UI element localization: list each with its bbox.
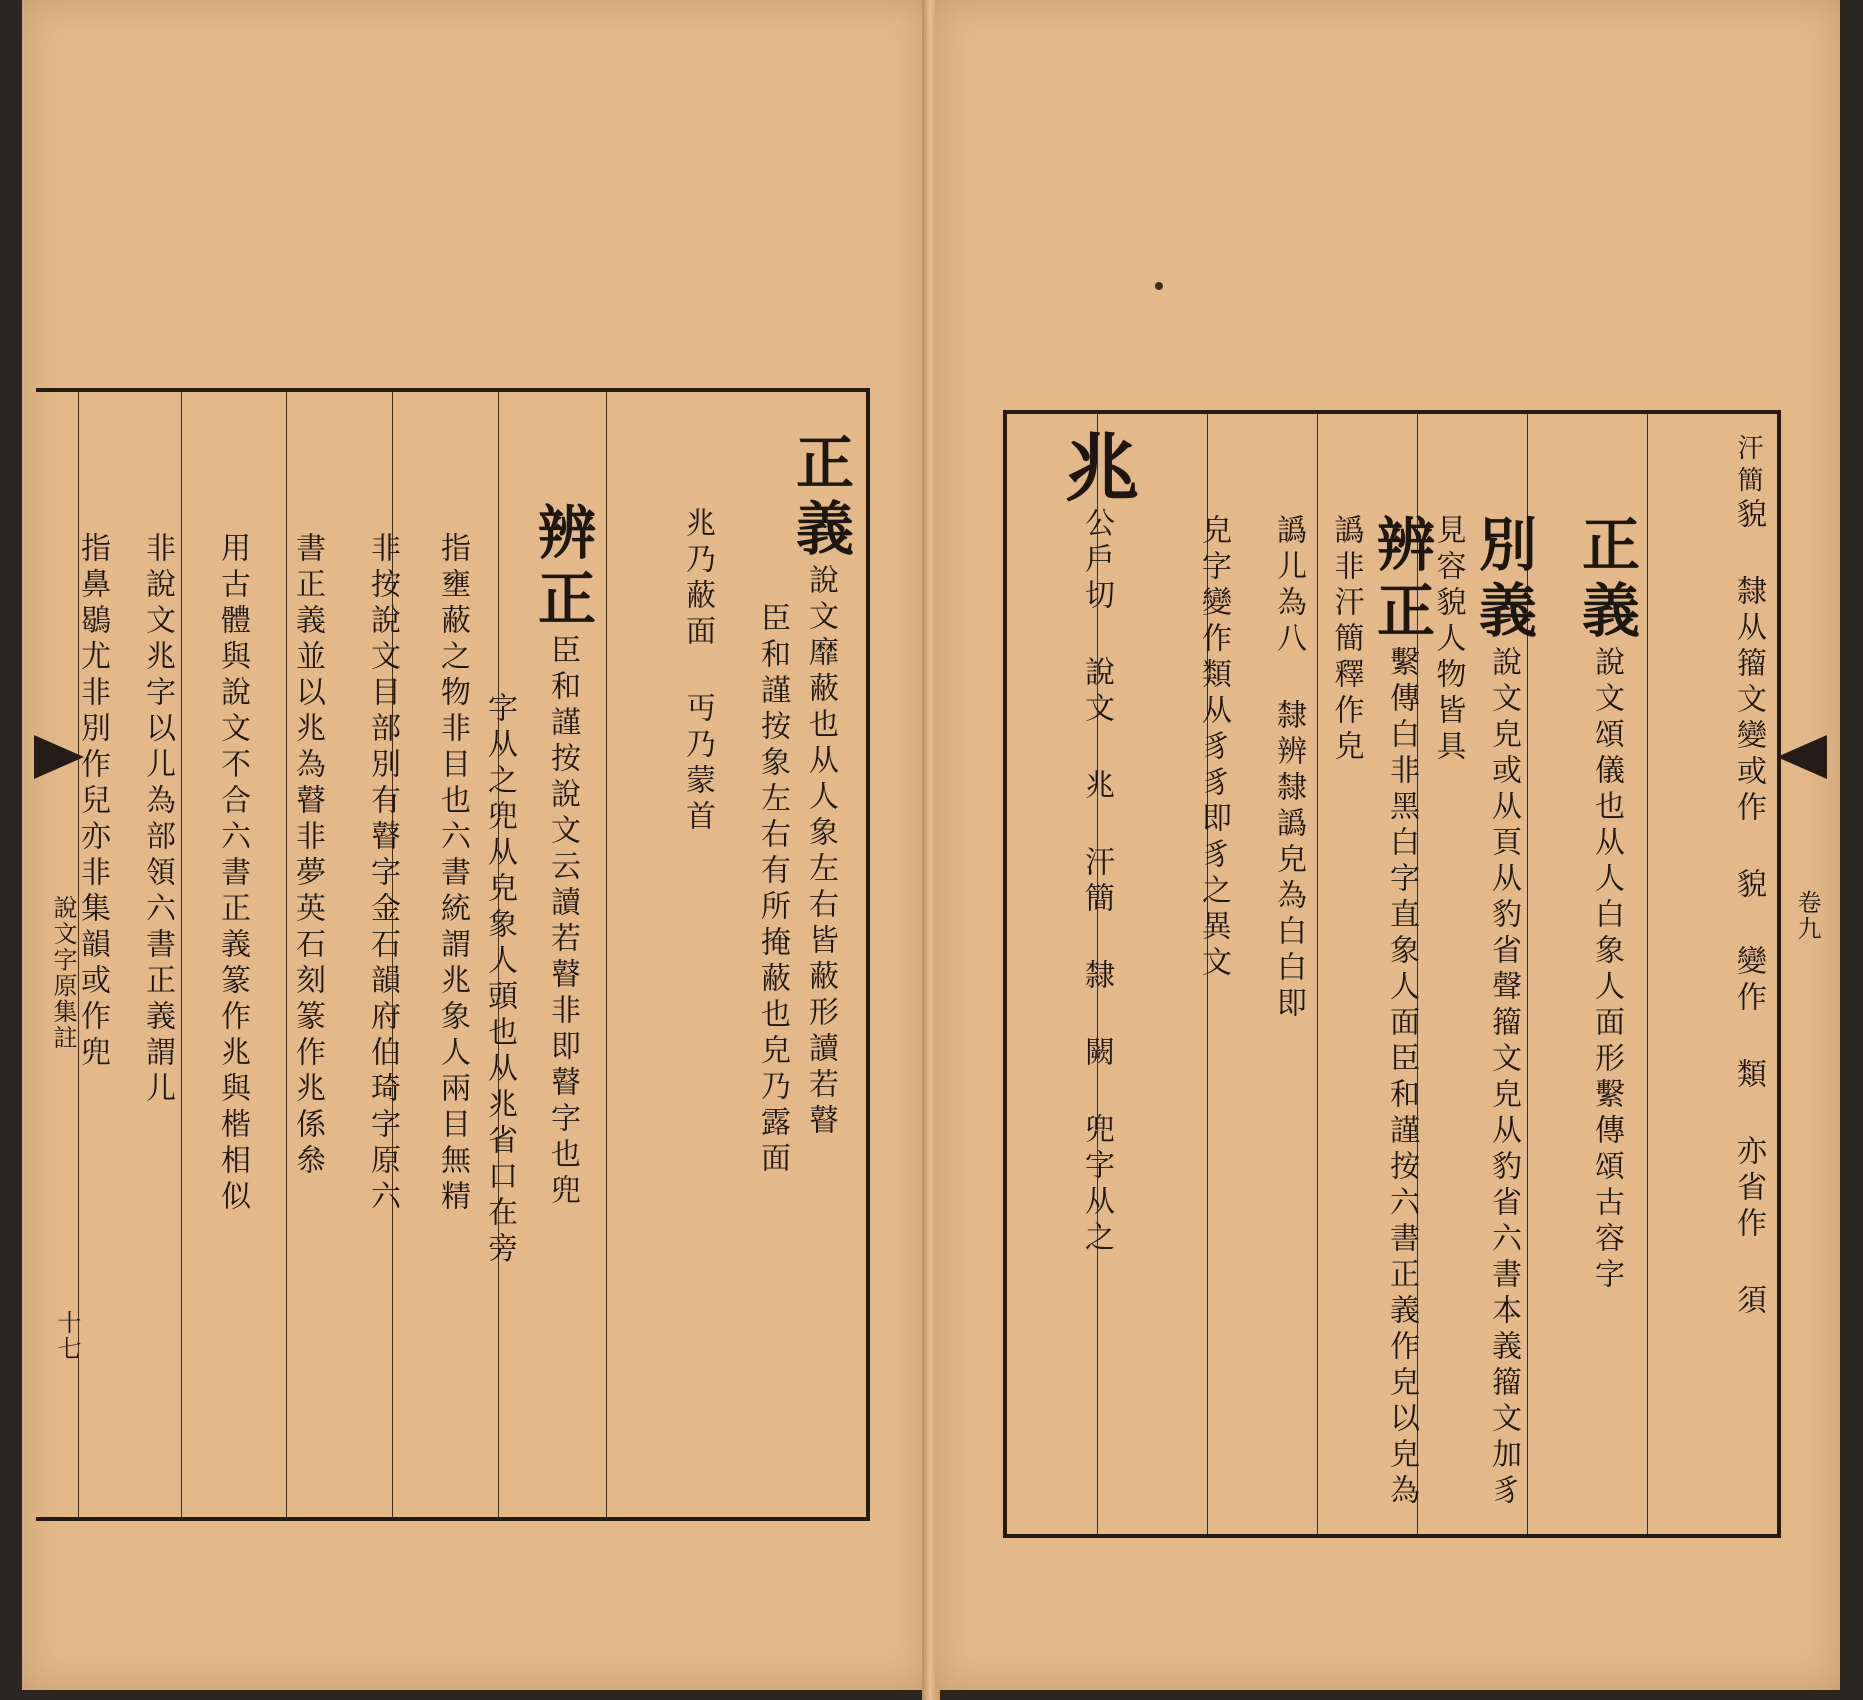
column-text: 臣和謹按說文云讀若瞽非即瞽字也兜 xyxy=(545,634,580,1210)
column-text: 譌儿為八 隸辨隸譌皃為白白即 xyxy=(1271,514,1306,1023)
column-text: 臣和謹按象左右有所掩蔽也皃乃露面 xyxy=(755,602,790,1178)
column-3 xyxy=(1429,514,1539,1534)
column-3 xyxy=(620,507,716,1517)
left-text-frame xyxy=(36,388,870,1521)
section-head-bianzheng: 辨正 xyxy=(528,502,596,634)
column-text: 兆乃蔽面 丏乃蒙首 xyxy=(680,507,715,836)
column-text: 公戶切 說文 兆 汗簡 隸 闕 兜字从之 xyxy=(1079,507,1114,1257)
section-head-bieyi: 別義 xyxy=(1469,514,1537,646)
right-page xyxy=(935,0,1840,1690)
column-rule xyxy=(606,392,607,1517)
source-head-hanjian: 汗簡 xyxy=(1733,434,1763,498)
column-6 xyxy=(1172,514,1232,1534)
column-2 xyxy=(741,602,791,1517)
margin-volume: 卷九 xyxy=(1793,890,1821,942)
section-head-zhengyi: 正義 xyxy=(1572,514,1640,646)
column-text: 貌 隸从籀文變或作 貌 變作 類 亦省作 須 xyxy=(1731,498,1766,1320)
column-2 xyxy=(1532,514,1642,1534)
section-head-bianzheng: 辨正 xyxy=(1367,514,1435,646)
column-7 xyxy=(341,532,401,1517)
column-10 xyxy=(116,532,176,1517)
column-text: 說文頌儀也从人白象人面形繫傳頌古容字 xyxy=(1589,646,1624,1294)
column-text: 說文皃或从頁从豹省聲籀文皃从豹省六書本義籀文加豸見容貌人物皆具 xyxy=(1430,514,1521,1510)
column-6 xyxy=(411,532,471,1517)
column-text: 非按說文目部別有瞽字金石韻府伯琦字原六 xyxy=(365,532,400,1216)
column-text: 繫傳白非黑白字直象人面臣和謹按六書正義作皃以皃為譌非汗簡釋作皃 xyxy=(1328,514,1419,1510)
column-text: 書正義並以兆為瞽非夢英石刻篆作兆係叅 xyxy=(290,532,325,1180)
column-text: 指壅蔽之物非目也六書統謂兆象人兩目無精 xyxy=(435,532,470,1216)
section-head-zhengyi: 正義 xyxy=(786,432,854,564)
column-text: 指鼻鶡尤非別作兒亦非集韻或作兜 xyxy=(75,532,110,1072)
column-text: 非說文兆字以儿為部領六書正義謂儿 xyxy=(140,532,175,1108)
ink-spot xyxy=(1155,282,1163,290)
fish-tail-mark xyxy=(1777,735,1827,779)
column-9 xyxy=(191,532,251,1517)
column-rule xyxy=(1317,414,1318,1534)
column-text: 字从之兜从皃象人頭也从兆省口在旁 xyxy=(482,692,517,1268)
column-5 xyxy=(1247,514,1307,1534)
column-4 xyxy=(1327,514,1437,1534)
page-number: 十七 xyxy=(53,1310,81,1362)
fish-tail-mark xyxy=(34,735,84,779)
column-1 xyxy=(1647,434,1767,1534)
column-rule xyxy=(181,392,182,1517)
left-page xyxy=(22,0,927,1690)
margin-book-title: 說文字原集註 xyxy=(49,895,77,1051)
column-8 xyxy=(266,532,326,1517)
column-text: 皃字變作類从豸豸即豸之異文 xyxy=(1196,514,1231,982)
column-7 xyxy=(1022,429,1142,1534)
head-character: 兆 xyxy=(1053,429,1139,507)
column-5 xyxy=(468,692,518,1517)
right-text-frame xyxy=(1003,410,1781,1538)
column-text: 用古體與說文不合六書正義篆作兆與楷相似 xyxy=(215,532,250,1216)
column-text: 說文靡蔽也从人象左右皆蔽形讀若瞽 xyxy=(803,564,838,1140)
